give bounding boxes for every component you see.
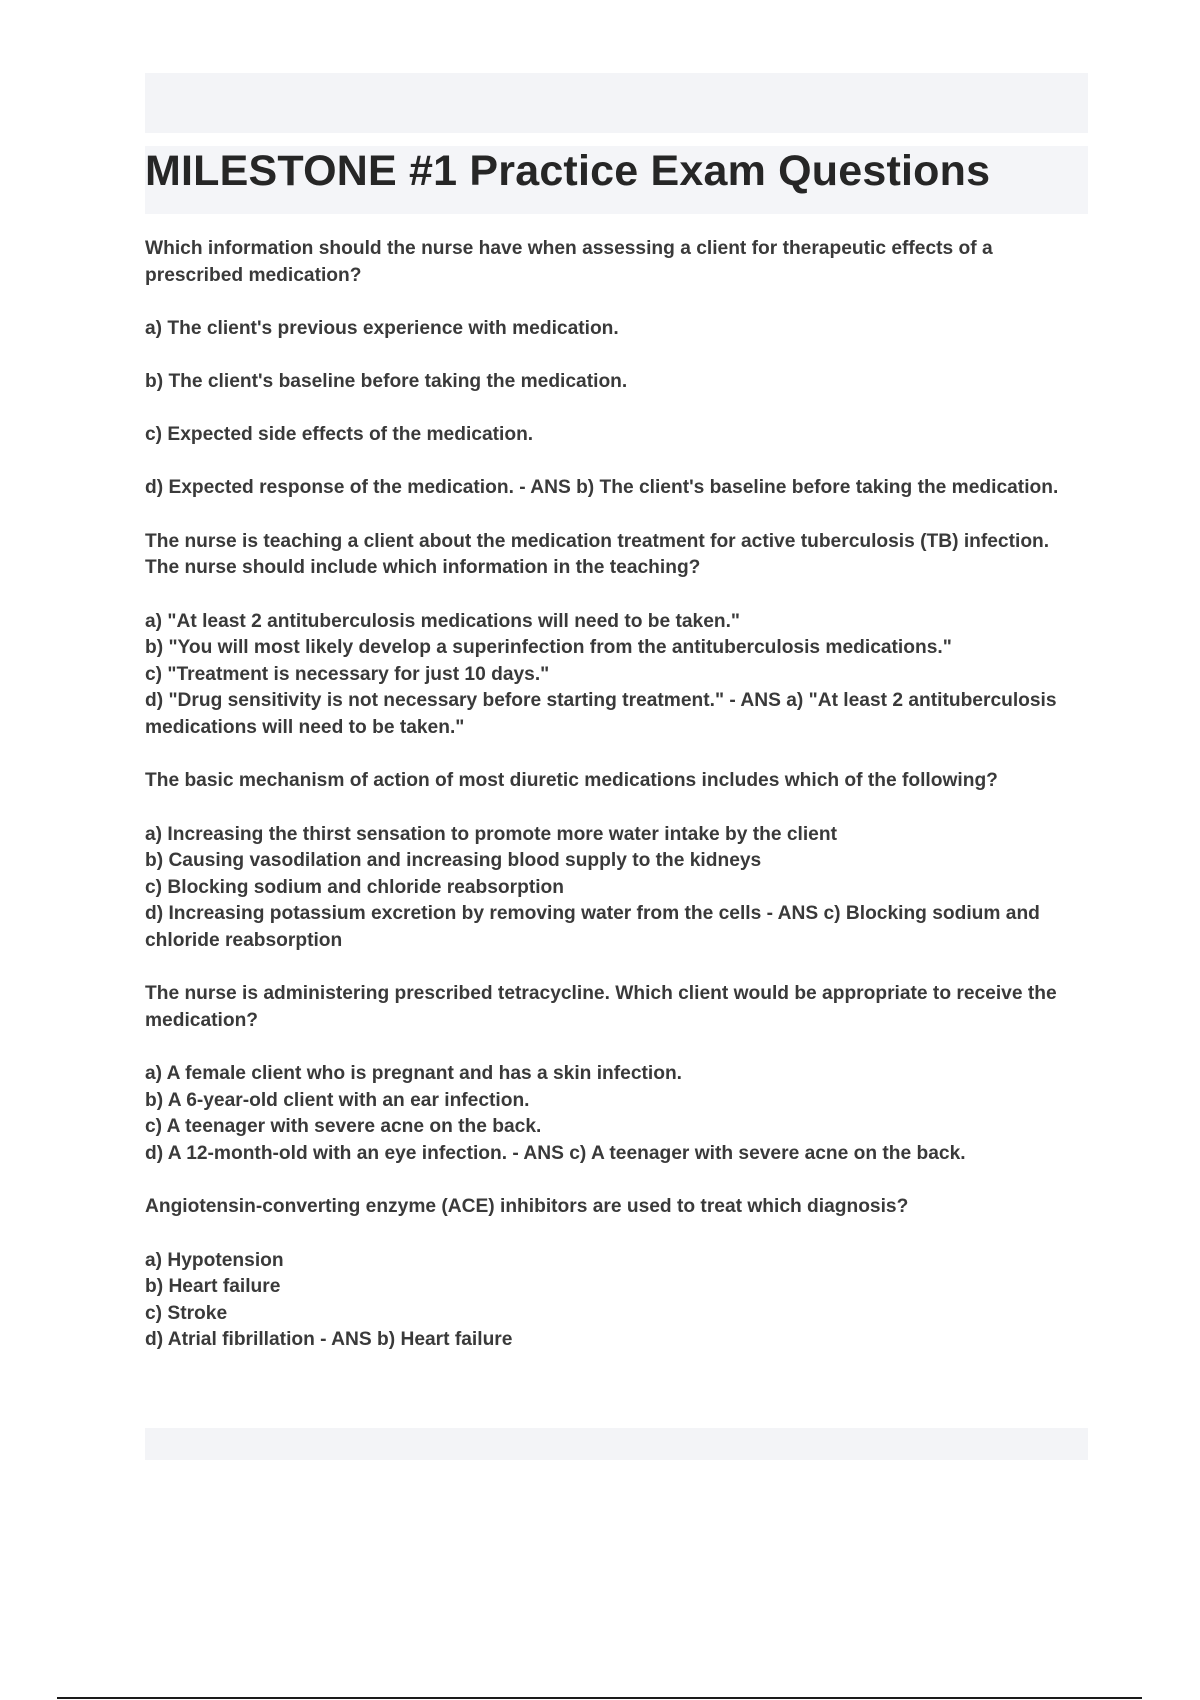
- question-text: The nurse is administering prescribed tetracycline. Which client would be appropriate to receive the medication?: [145, 983, 1057, 1031]
- answer-option-a: a) A female client who is pregnant and has a skin infection.: [145, 1063, 683, 1084]
- answer-option-b: b) Heart failure: [145, 1276, 281, 1297]
- question-text: The basic mechanism of action of most diuretic medications includes which of the following?: [145, 770, 998, 791]
- question-text: The nurse is teaching a client about the medication treatment for active tuberculosis (TB) infection. The nurse should include which information in the teaching?: [145, 530, 1050, 578]
- question-block-1: [145, 236, 1075, 502]
- page-title: MILESTONE #1 Practice Exam Questions: [145, 147, 991, 195]
- answer-option-a: a) The client's previous experience with medication.: [145, 318, 619, 339]
- answer-option-b: b) A 6-year-old client with an ear infection.: [145, 1089, 530, 1111]
- footer-divider: [57, 1697, 1142, 1699]
- answer-option-a: a) Increasing the thirst sensation to promote more water intake by the client: [145, 823, 837, 845]
- answer-option-a: a) Hypotension: [145, 1249, 284, 1271]
- answer-option-d: d) Atrial fibrillation - ANS b) Heart failure: [145, 1329, 513, 1350]
- answer-option-b: b) "You will most likely develop a superinfection from the antituberculosis medications.": [145, 637, 952, 658]
- questions-list: [145, 236, 1075, 1381]
- answer-option-c: c) Blocking sodium and chloride reabsorption: [145, 876, 564, 898]
- answer-option-c: c) Expected side effects of the medication.: [145, 424, 534, 445]
- header-band: [145, 73, 1088, 133]
- question-block-2: [145, 529, 1075, 742]
- question-text: Angiotensin-converting enzyme (ACE) inhibitors are used to treat which diagnosis?: [145, 1196, 909, 1217]
- question-block-4: [145, 981, 1075, 1167]
- answer-option-b: b) Causing vasodilation and increasing blood supply to the kidneys: [145, 850, 762, 871]
- answer-option-a: a) "At least 2 antituberculosis medications will need to be taken.": [145, 610, 741, 632]
- answer-option-d: d) Increasing potassium excretion by removing water from the cells - ANS c) Blocking sodium and chloride reabsorption: [145, 903, 1040, 951]
- question-block-5: [145, 1194, 1075, 1354]
- answer-option-c: c) Stroke: [145, 1302, 228, 1324]
- answer-option-d: d) Expected response of the medication. - ANS b) The client's baseline before taking the medication.: [145, 477, 1059, 498]
- answer-option-c: c) A teenager with severe acne on the back.: [145, 1116, 542, 1137]
- answer-option-b: b) The client's baseline before taking the medication.: [145, 371, 628, 392]
- footer-band: [145, 1428, 1088, 1460]
- answer-option-d: d) A 12-month-old with an eye infection. - ANS c) A teenager with severe acne on the back.: [145, 1142, 966, 1164]
- answer-option-c: c) "Treatment is necessary for just 10 days.": [145, 663, 550, 685]
- question-block-3: [145, 768, 1075, 954]
- answer-option-d: d) "Drug sensitivity is not necessary before starting treatment." - ANS a) "At least 2 antituberculosis medications will need to be taken.": [145, 690, 1057, 738]
- question-text: Which information should the nurse have when assessing a client for therapeutic effects of a prescribed medication?: [145, 238, 993, 286]
